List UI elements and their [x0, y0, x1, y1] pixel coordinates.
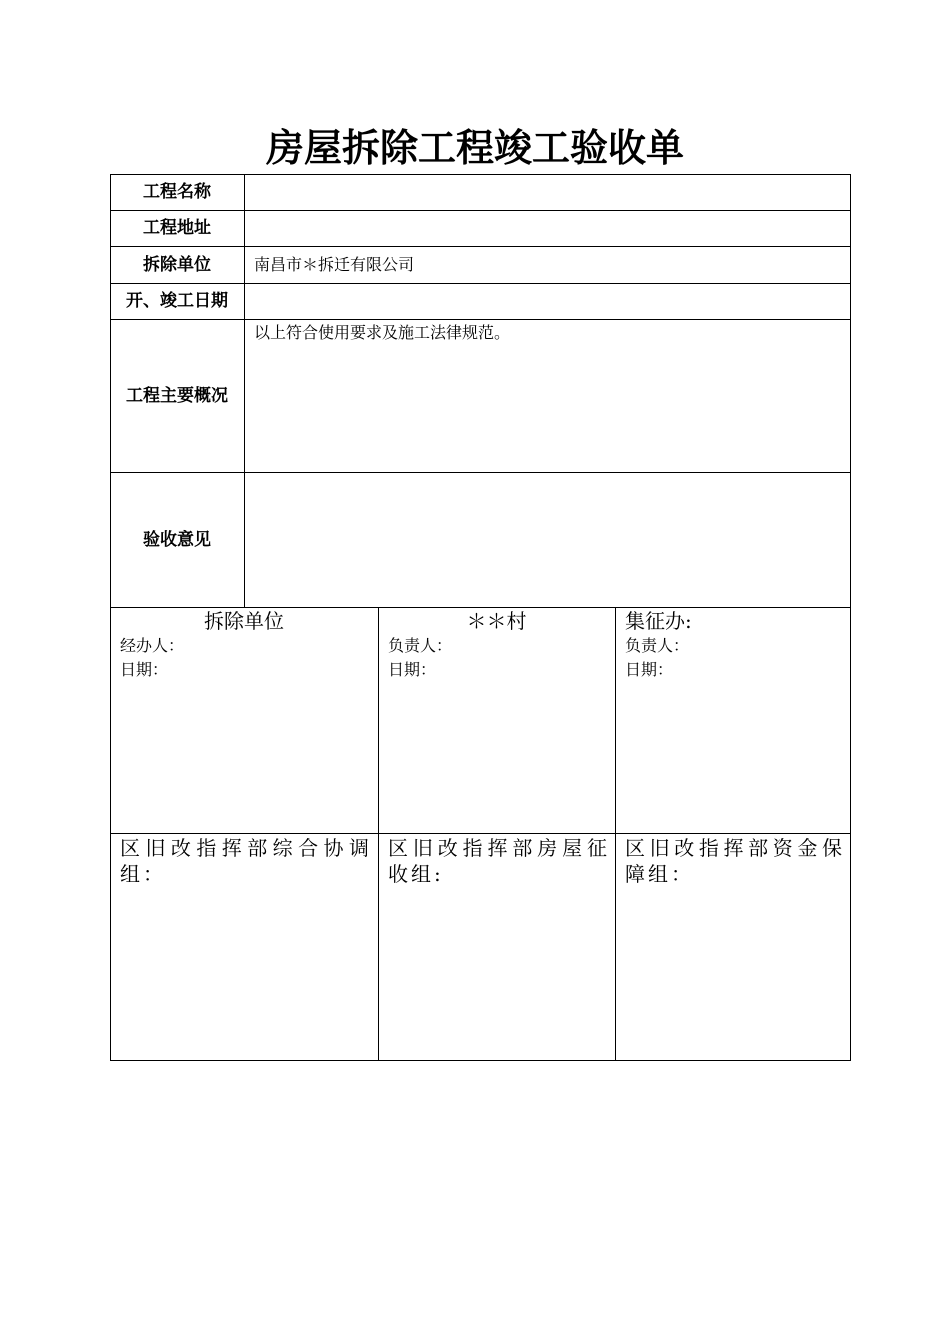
document-title: 房屋拆除工程竣工验收单 — [265, 125, 684, 170]
dates-label: 开、竣工日期 — [126, 291, 228, 311]
column-divider — [615, 607, 616, 1061]
acquisition-office-responsible-label: 负责人： — [625, 636, 690, 655]
form-border-right — [850, 174, 851, 1061]
project-name-label: 工程名称 — [143, 182, 211, 202]
demolition-handler-label: 经办人： — [120, 636, 185, 655]
acceptance-label: 验收意见 — [143, 529, 211, 550]
label-column-divider — [244, 174, 245, 608]
village-responsible-label: 负责人： — [388, 636, 453, 655]
house-acquisition-group-label: 区旧改指挥部房屋征收组: — [388, 836, 610, 886]
acquisition-office-date-label: 日期： — [625, 660, 674, 679]
project-address-label: 工程地址 — [143, 218, 211, 238]
demolition-unit-value: 南昌市＊拆迁有限公司 — [254, 255, 415, 274]
demolition-unit-label: 拆除单位 — [143, 254, 211, 275]
fund-guarantee-group-label: 区旧改指挥部资金保障组： — [625, 836, 845, 886]
demolition-date-label: 日期： — [120, 660, 169, 679]
demolition-unit-sign-heading: 拆除单位 — [204, 609, 284, 633]
column-divider — [378, 607, 379, 1061]
village-sign-heading: ＊＊村 — [466, 609, 527, 633]
row-divider — [110, 833, 851, 834]
acceptance-form — [110, 174, 851, 1061]
overview-value: 以上符合使用要求及施工法律规范。 — [254, 323, 511, 342]
overview-label: 工程主要概况 — [126, 385, 228, 406]
coordination-group-label: 区旧改指挥部综合协调组： — [120, 836, 372, 886]
form-border-bottom — [110, 1060, 851, 1061]
acquisition-office-sign-heading: 集征办: — [625, 609, 692, 633]
village-date-label: 日期： — [388, 660, 437, 679]
